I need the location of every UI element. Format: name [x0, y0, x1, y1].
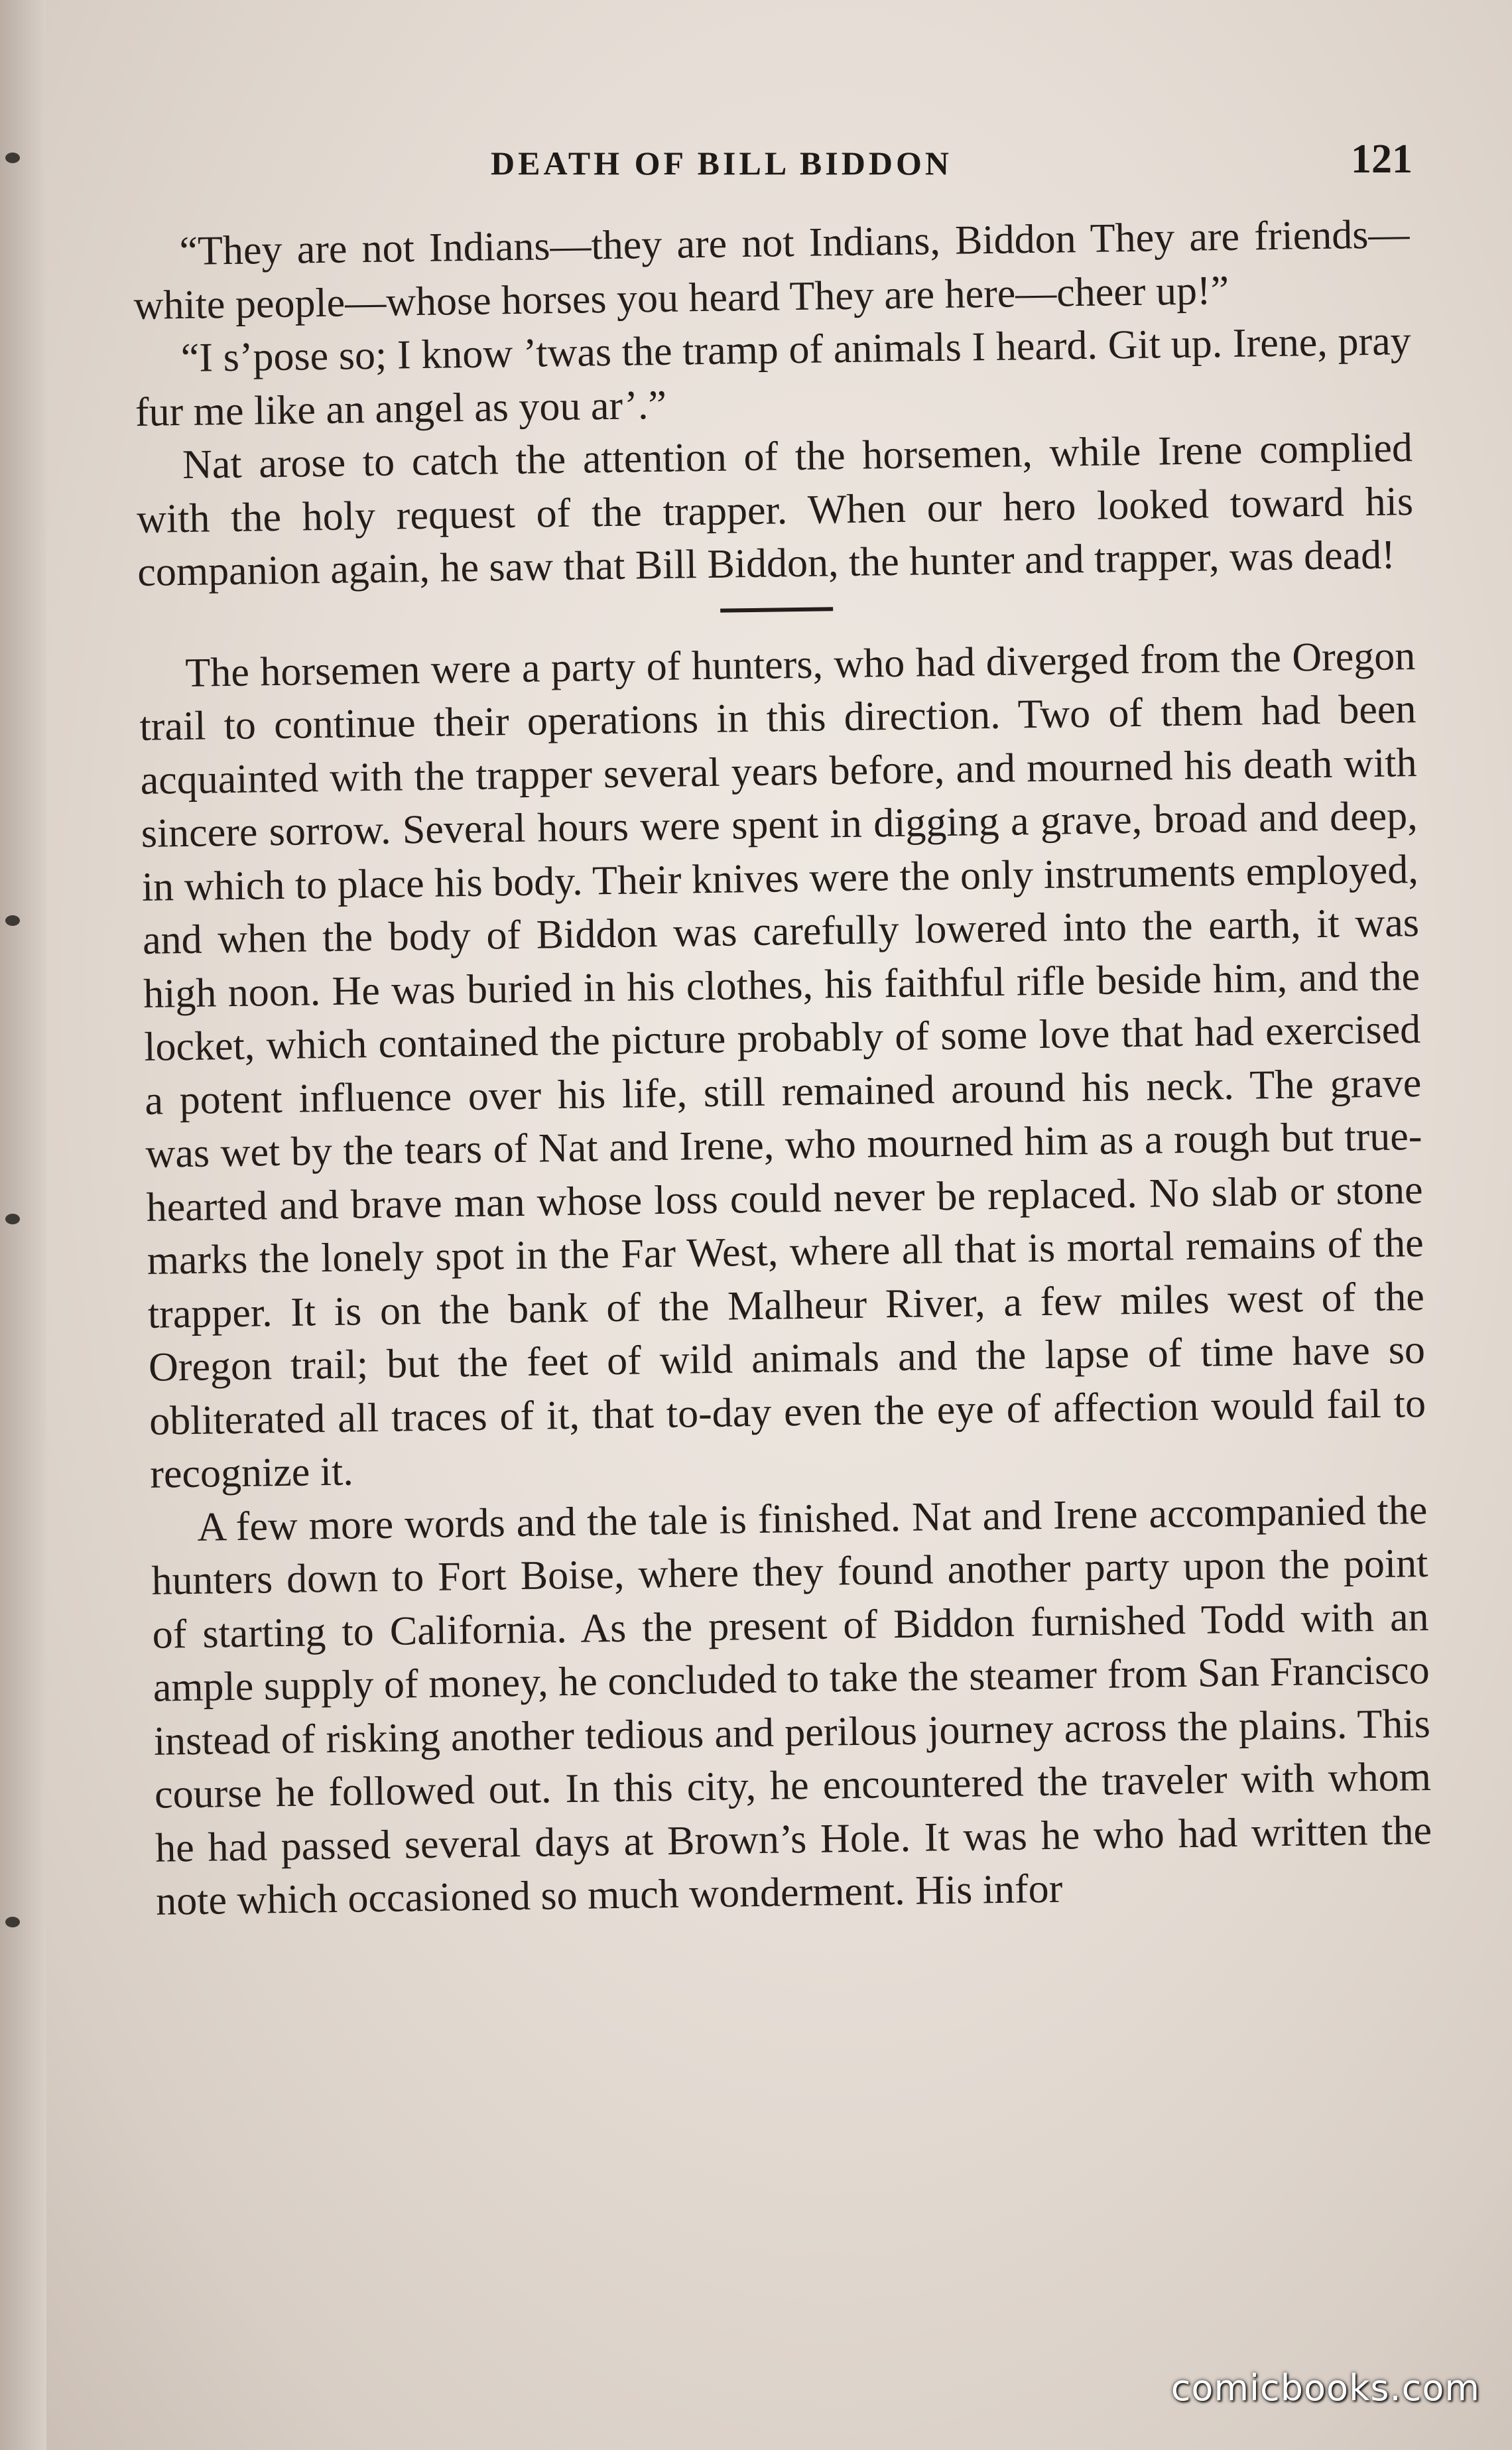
paragraph: The horsemen were a party of hunters, who had diverged from the Oregon trail to continue their operations in this direction. Two of them had been acquainted with the trapper several years before, and mourned his death with sincere sorrow. Several hours were spent in digging a grave, broad and deep, in which to place his body. Their knives were the only instruments employed, and when the body of Biddon was carefully lowered into the earth, it was high noon. He was buried in his clothes, his faithful rifle beside him, and the locket, which contained the picture probably of some love that had exercised a potent influence over his life, still remained around his neck. The grave was wet by the tears of Nat and Irene, who mourned him as a rough but true-hearted and brave man whose loss could never be replaced. No slab or stone marks the lonely spot in the Far West, where all that is mortal remains of the trapper. It is on the bank of the Malheur River, a few miles west of the Oregon trail; but the feet of wild animals and the lapse of time have so obliterated all traces of it, that to-day even the eye of affection would fail to recognize it. — [139, 633, 1426, 1497]
watermark: comicbooks.com — [1170, 2367, 1480, 2409]
binding-hole — [5, 915, 20, 926]
binding-hole — [5, 1917, 20, 1927]
paragraph: Nat arose to catch the attention of the horsemen, while Irene complied with the holy request of the trapper. When our hero looked toward his companion again, he saw that Bill Biddon, the hunter and trapper, was dead! — [136, 425, 1414, 595]
page-gutter — [0, 0, 46, 2450]
paragraph: “I s’pose so; I know ’twas the tramp of animals I heard. Git up. Irene, pray fur me like an angel as you ar’.” — [135, 318, 1412, 435]
page-number: 121 — [1351, 137, 1413, 182]
binding-hole — [5, 1214, 20, 1224]
body-text — [133, 208, 1433, 1928]
section-divider — [720, 607, 833, 612]
page-header — [133, 129, 1413, 189]
paragraph: A few more words and the tale is finished. Nat and Irene accompanied the hunters down to Fort Boise, where they found another party upon the point of starting to California. As the present of Biddon furnished Todd with an ample supply of money, he concluded to take the steamer from San Francisco instead of risking another tedious and perilous journey across the plains. This course he followed out. In this city, he encountered the traveler with whom he had passed several days at Brown’s Hole. It was he who had written the note which occasioned so much wonderment. His infor — [151, 1487, 1432, 1924]
running-title: DEATH OF BILL BIDDON — [491, 145, 952, 182]
binding-hole — [5, 153, 20, 163]
paragraph: “They are not Indians—they are not Indians, Biddon They are friends—white people—whose horses you heard They are here—cheer up!” — [133, 212, 1410, 328]
